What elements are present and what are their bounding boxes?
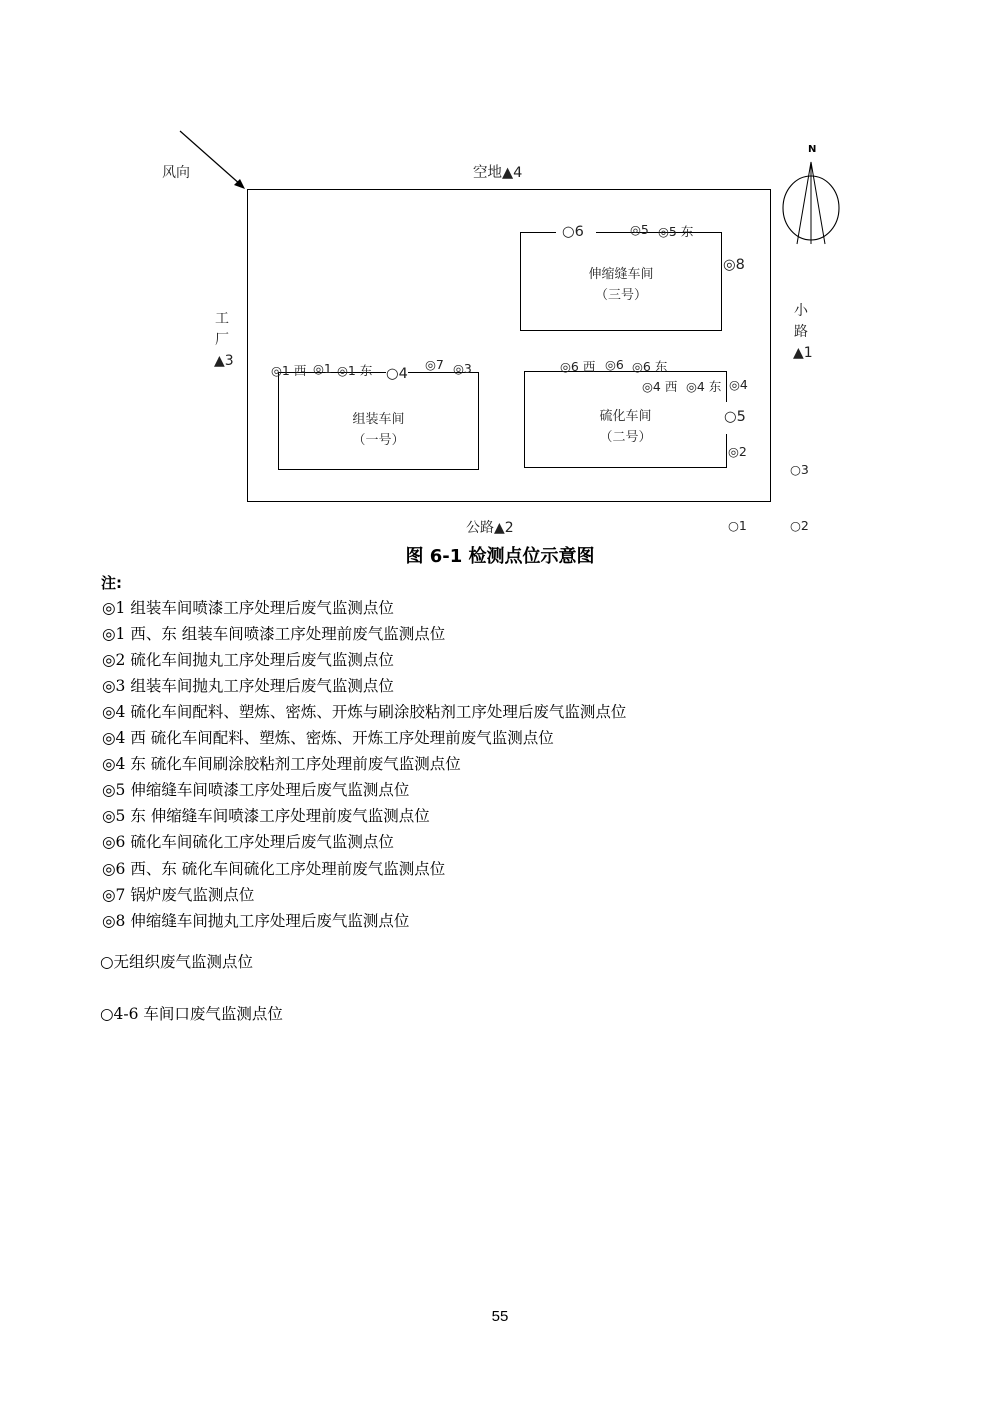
note-item: ◎4 西 硫化车间配料、塑炼、密炼、开炼工序处理前废气监测点位 — [102, 729, 554, 747]
note-unorganized: ○无组织废气监测点位 — [100, 953, 254, 971]
point-6-east: ◎6 东 — [632, 359, 668, 374]
point-unorganized-4: ○4 — [386, 366, 408, 382]
west-surrounding-label: 工 厂 ▲3 — [214, 311, 234, 369]
point-1-west: ◎1 西 — [271, 363, 307, 378]
point-4-west: ◎4 西 — [642, 379, 678, 394]
point-8: ◎8 — [723, 257, 745, 273]
note-item: ◎8 伸缩缝车间抛丸工序处理后废气监测点位 — [102, 912, 410, 930]
expansion-workshop-number: （三号） — [594, 288, 647, 303]
vulcanization-workshop-name: 硫化车间 — [599, 409, 652, 424]
expansion-workshop-name: 伸缩缝车间 — [588, 267, 654, 282]
note-item: ◎4 东 硫化车间刷涂胶粘剂工序处理前废气监测点位 — [102, 755, 461, 773]
vulcanization-workshop-number: （二号） — [599, 430, 652, 445]
note-item: ◎6 西、东 硫化车间硫化工序处理前废气监测点位 — [102, 860, 446, 878]
note-item: ◎7 锅炉废气监测点位 — [102, 886, 255, 904]
notes-title: 注: — [101, 574, 122, 592]
note-item: ◎6 硫化车间硫化工序处理后废气监测点位 — [102, 833, 394, 851]
note-item: ◎3 组装车间抛丸工序处理后废气监测点位 — [102, 677, 394, 695]
point-3: ◎3 — [453, 361, 472, 376]
note-workshop-door: ○4-6 车间口废气监测点位 — [100, 1005, 283, 1023]
point-1-east: ◎1 东 — [337, 363, 373, 378]
assembly-workshop-number: （一号） — [352, 433, 405, 448]
point-7: ◎7 — [425, 357, 444, 372]
point-1: ◎1 — [313, 361, 332, 376]
point-2: ◎2 — [728, 444, 747, 459]
point-4-east: ◎4 东 — [686, 379, 722, 394]
figure-caption: 图 6-1 检测点位示意图 — [405, 546, 595, 567]
page-number: 55 — [491, 1308, 509, 1325]
compass-icon — [780, 158, 842, 248]
east-surrounding-label: 小 路 ▲1 — [793, 303, 813, 361]
point-unorganized-3: ○3 — [790, 462, 809, 477]
point-unorganized-6: ○6 — [562, 224, 584, 240]
point-unorganized-2: ○2 — [790, 518, 809, 533]
note-item: ◎2 硫化车间抛丸工序处理后废气监测点位 — [102, 651, 394, 669]
point-5-east: ◎5 东 — [658, 224, 694, 239]
note-item: ◎5 伸缩缝车间喷漆工序处理后废气监测点位 — [102, 781, 410, 799]
point-4: ◎4 — [729, 377, 748, 392]
expansion-joint-workshop — [520, 232, 722, 331]
point-6-west: ◎6 西 — [560, 359, 596, 374]
assembly-workshop — [278, 372, 479, 470]
note-item: ◎1 组装车间喷漆工序处理后废气监测点位 — [102, 599, 394, 617]
note-item: ◎5 东 伸缩缝车间喷漆工序处理前废气监测点位 — [102, 807, 430, 825]
point-5: ◎5 — [630, 222, 649, 237]
point-6: ◎6 — [605, 357, 624, 372]
assembly-workshop-name: 组装车间 — [352, 412, 405, 427]
south-surrounding-label: 公路▲2 — [466, 520, 514, 536]
point-unorganized-1: ○1 — [728, 518, 747, 533]
wind-label: 风向 — [162, 165, 190, 181]
north-surrounding-label: 空地▲4 — [473, 165, 523, 181]
note-item: ◎4 硫化车间配料、塑炼、密炼、开炼与刷涂胶粘剂工序处理后废气监测点位 — [102, 703, 627, 721]
north-label: N — [808, 144, 817, 155]
point-unorganized-5: ○5 — [724, 409, 746, 425]
note-item: ◎1 西、东 组装车间喷漆工序处理前废气监测点位 — [102, 625, 446, 643]
